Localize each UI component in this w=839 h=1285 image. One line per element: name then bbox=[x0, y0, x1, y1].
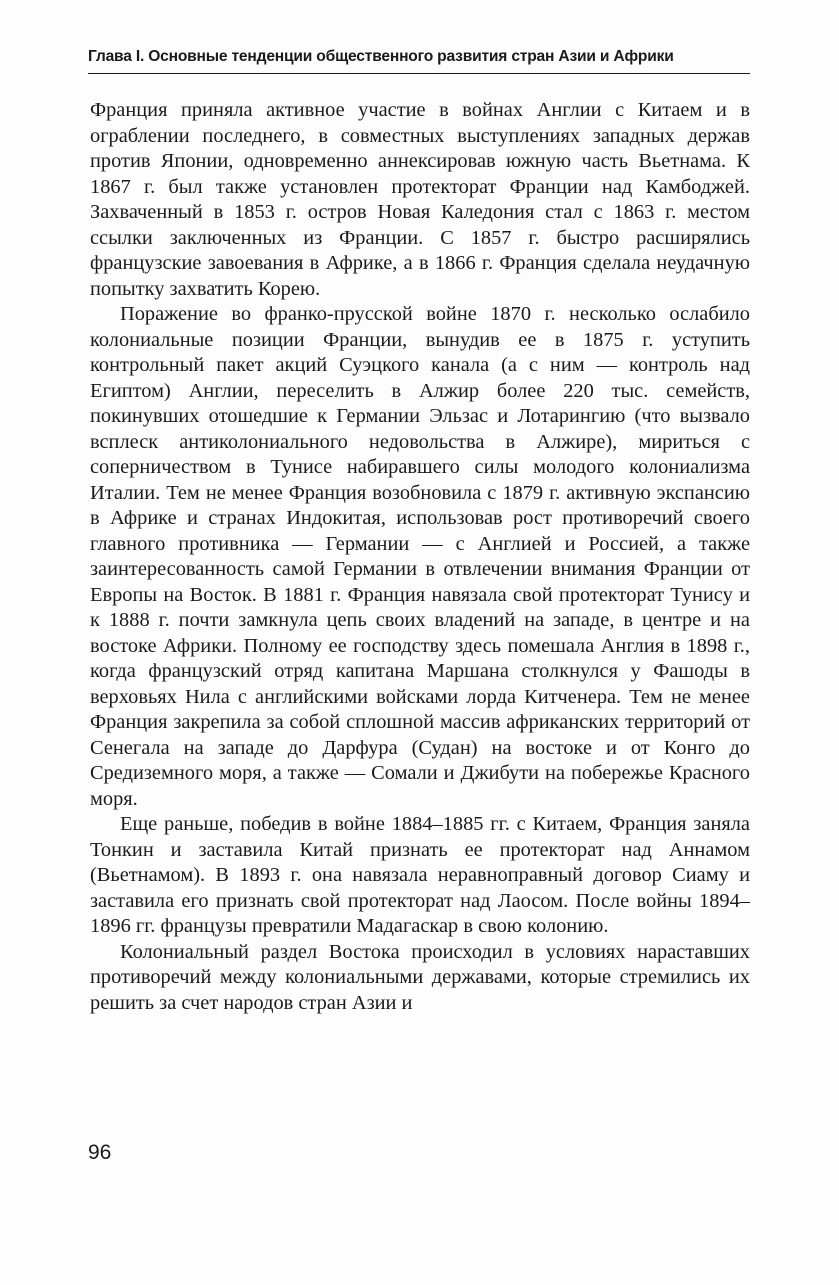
paragraph-3: Еще раньше, победив в войне 1884–1885 гг. с Китаем, Франция заняла Тонкин и заставила Китай признать ее протекторат над Аннамом (Вьетнамом). В 1893 г. она навязала неравноправный договор Сиаму и заставила его признать свой протекторат над Лаосом. После войны 1894–1896 гг. французы превратили Мадагаскар в свою колонию. bbox=[90, 813, 750, 937]
header-divider bbox=[88, 73, 750, 74]
paragraph-4: Колониальный раздел Востока происходил в условиях нараставших противоречий между колониальными державами, которые стремились их решить за счет народов стран Азии и bbox=[90, 940, 750, 1014]
paragraph-1: Франция приняла активное участие в войнах Англии с Китаем и в ограблении последнего, в совместных выступлениях западных держав против Японии, одновременно аннексировав южную часть Вьетнама. К 1867 г. был также установлен протекторат Франции над Камбоджей. Захваченный в 1853 г. остров Новая Каледония стал с 1863 г. местом ссылки заключенных из Франции. С 1857 г. быстро расширялись французские завоевания в Африке, а в 1866 г. Франция сделала неудачную попытку захватить Корею. bbox=[90, 99, 750, 300]
paragraph-2: Поражение во франко-прусской войне 1870 г. несколько ослабило колониальные позиции Франции, вынудив ее в 1875 г. уступить контрольный пакет акций Суэцкого канала (а с ним — контроль над Египтом) Англии, переселить в Алжир более 220 тыс. семейств, покинувших отошедшие к Германии Эльзас и Лотарингию (что вызвало всплеск антиколониального недовольства в Алжире), мириться с соперничеством в Тунисе набиравшего силы молодого колониализма Италии. Тем не менее Франция возобновила с 1879 г. активную экспансию в Африке и странах Индокитая, использовав рост противоречий своего главного противника — Германии — с Англией и Россией, а также заинтересованность самой Германии в отвлечении внимания Франции от Европы на Восток. В 1881 г. Франция навязала свой протекторат Тунису и к 1888 г. почти замкнула цепь своих владений на западе, в центре и на востоке Африки. Полному ее господству здесь помешала Англия в 1898 г., когда французский отряд капитана Маршана столкнулся у Фашоды в верховьях Нила с английскими войсками лорда Китченера. Тем не менее Франция закрепила за собой сплошной массив африканских территорий от Сенегала на западе до Дарфура (Судан) на востоке и от Конго до Средиземного моря, а также — Сомали и Джибути на побережье Красного моря. bbox=[90, 303, 750, 810]
running-header: Глава I. Основные тенденции общественного развития стран Азии и Африки bbox=[88, 48, 674, 65]
body-text bbox=[90, 98, 750, 1016]
page-number: 96 bbox=[88, 1141, 112, 1164]
